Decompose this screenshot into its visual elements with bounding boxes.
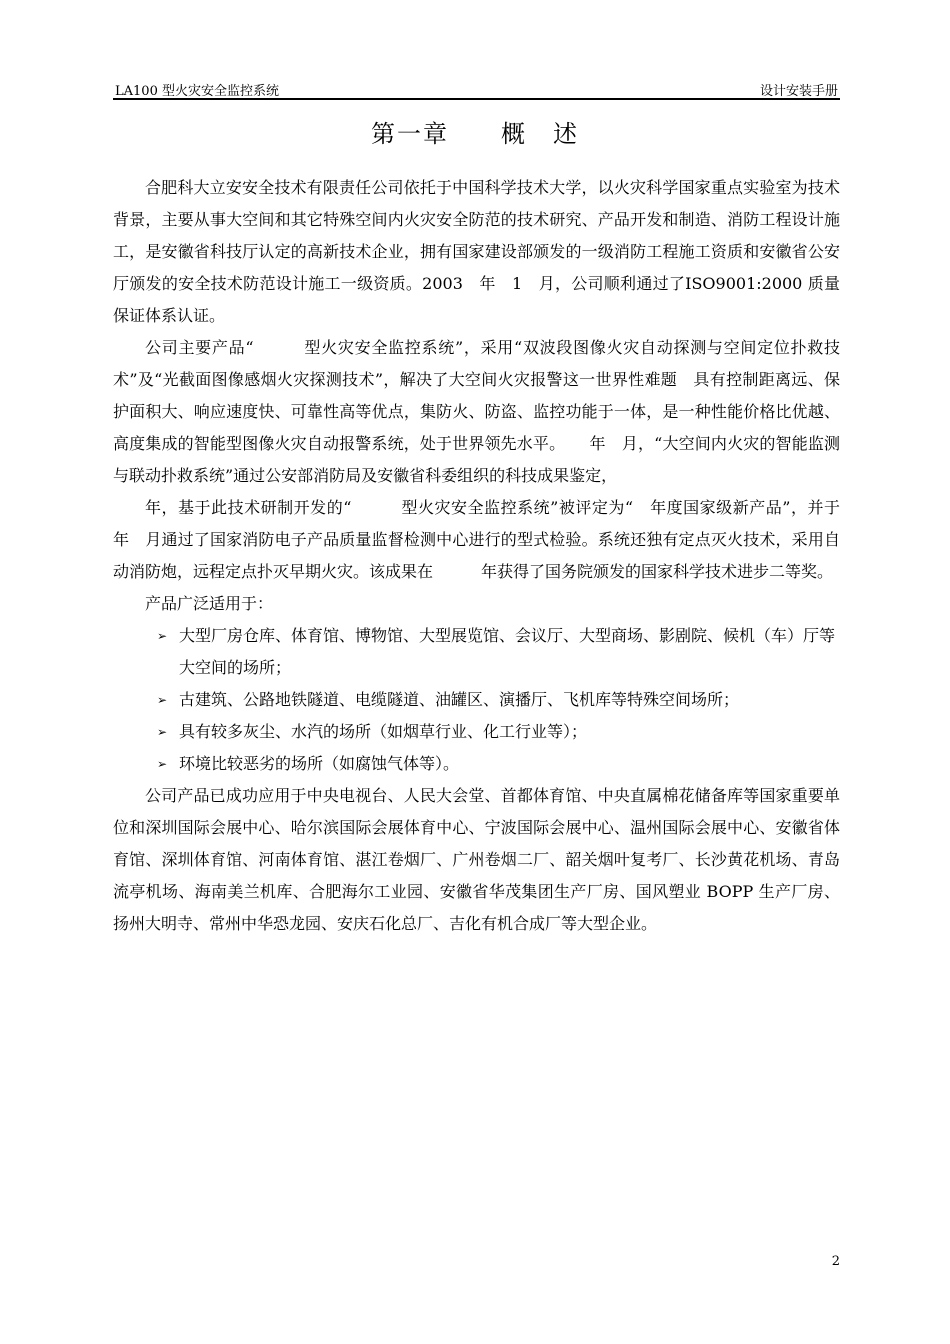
applicability-heading: 产品广泛适用于： xyxy=(145,594,274,613)
page-number: 2 xyxy=(831,1254,840,1269)
header-manual-name: 设计安装手册 xyxy=(759,84,838,99)
list-item: ➢ 大型厂房仓库、体育馆、博物馆、大型展览馆、会议厅、大型商场、影剧院、候机（车）厅等大空间的场所； xyxy=(113,620,840,684)
arrow-bullet-icon: ➢ xyxy=(157,629,168,643)
list-item: ➢ 环境比较恶劣的场所（如腐蚀气体等）。 xyxy=(113,748,840,780)
header-doc-title: LA100 型火灾安全监控系统 xyxy=(115,84,279,99)
chapter-title: 第一章 概 述 xyxy=(371,120,579,148)
arrow-bullet-icon: ➢ xyxy=(157,757,168,771)
product-paragraph: 公司主要产品“ 型火灾安全监控系统”，采用“双波段图像火灾自动探测与空间定位扑救技术”及“光截面图像感烟火灾探测技术”，解决了大空间火灾报警这一世界性难题 具有控制距离远、保护面积大、响应速度快、可靠性高等优点，集防火、防盗、监控功能于一体，是一种性能价格比优越、高度集成的智能型图像火灾自动报警系统，处于世界领先水平。 年 月，“大空间内火灾的智能监测与联动扑救系统”通过公安部消防局及安徽省科委组织的科技成果鉴定， xyxy=(113,338,840,485)
arrow-bullet-icon: ➢ xyxy=(157,693,168,707)
arrow-bullet-icon: ➢ xyxy=(157,725,168,739)
page-header xyxy=(113,78,840,100)
clients-paragraph: 公司产品已成功应用于中央电视台、人民大会堂、首都体育馆、中央直属棉花储备库等国家重要单位和深圳国际会展中心、哈尔滨国际会展体育中心、宁波国际会展中心、温州国际会展中心、安徽省体育馆、深圳体育馆、河南体育馆、湛江卷烟厂、广州卷烟二厂、韶关烟叶复考厂、长沙黄花机场、青岛流亭机场、海南美兰机库、合肥海尔工业园、安徽省华茂集团生产厂房、国风塑业 BOPP 生产厂房、扬州大明寺、常州中华恐龙园、安庆石化总厂、吉化有机合成厂等大型企业。 xyxy=(113,786,840,933)
award-paragraph: 年，基于此技术研制开发的“ 型火灾安全监控系统”被评定为“ 年度国家级新产品”，并于 年 月通过了国家消防电子产品质量监督检测中心进行的型式检验。系统还独有定点灭火技术，采用自动消防炮，远程定点扑灭早期火灾。该成果在 年获得了国务院颁发的国家科学技术进步二等奖。 xyxy=(113,498,889,581)
list-item: ➢ 具有较多灰尘、水汽的场所（如烟草行业、化工行业等）； xyxy=(113,716,840,748)
applicability-list xyxy=(113,620,840,780)
document-body xyxy=(113,172,889,940)
intro-paragraph: 合肥科大立安安全技术有限责任公司依托于中国科学技术大学，以火灾科学国家重点实验室为技术背景，主要从事大空间和其它特殊空间内火灾安全防范的技术研究、产品开发和制造、消防工程设计施工，是安徽省科技厅认定的高新技术企业，拥有国家建设部颁发的一级消防工程施工资质和安徽省公安厅颁发的安全技术防范设计施工一级资质。2003 年 1 月，公司顺利通过了ISO9001:2000 质量保证体系认证。 xyxy=(113,178,840,325)
list-item: ➢ 古建筑、公路地铁隧道、电缆隧道、油罐区、演播厅、飞机库等特殊空间场所； xyxy=(113,684,840,716)
